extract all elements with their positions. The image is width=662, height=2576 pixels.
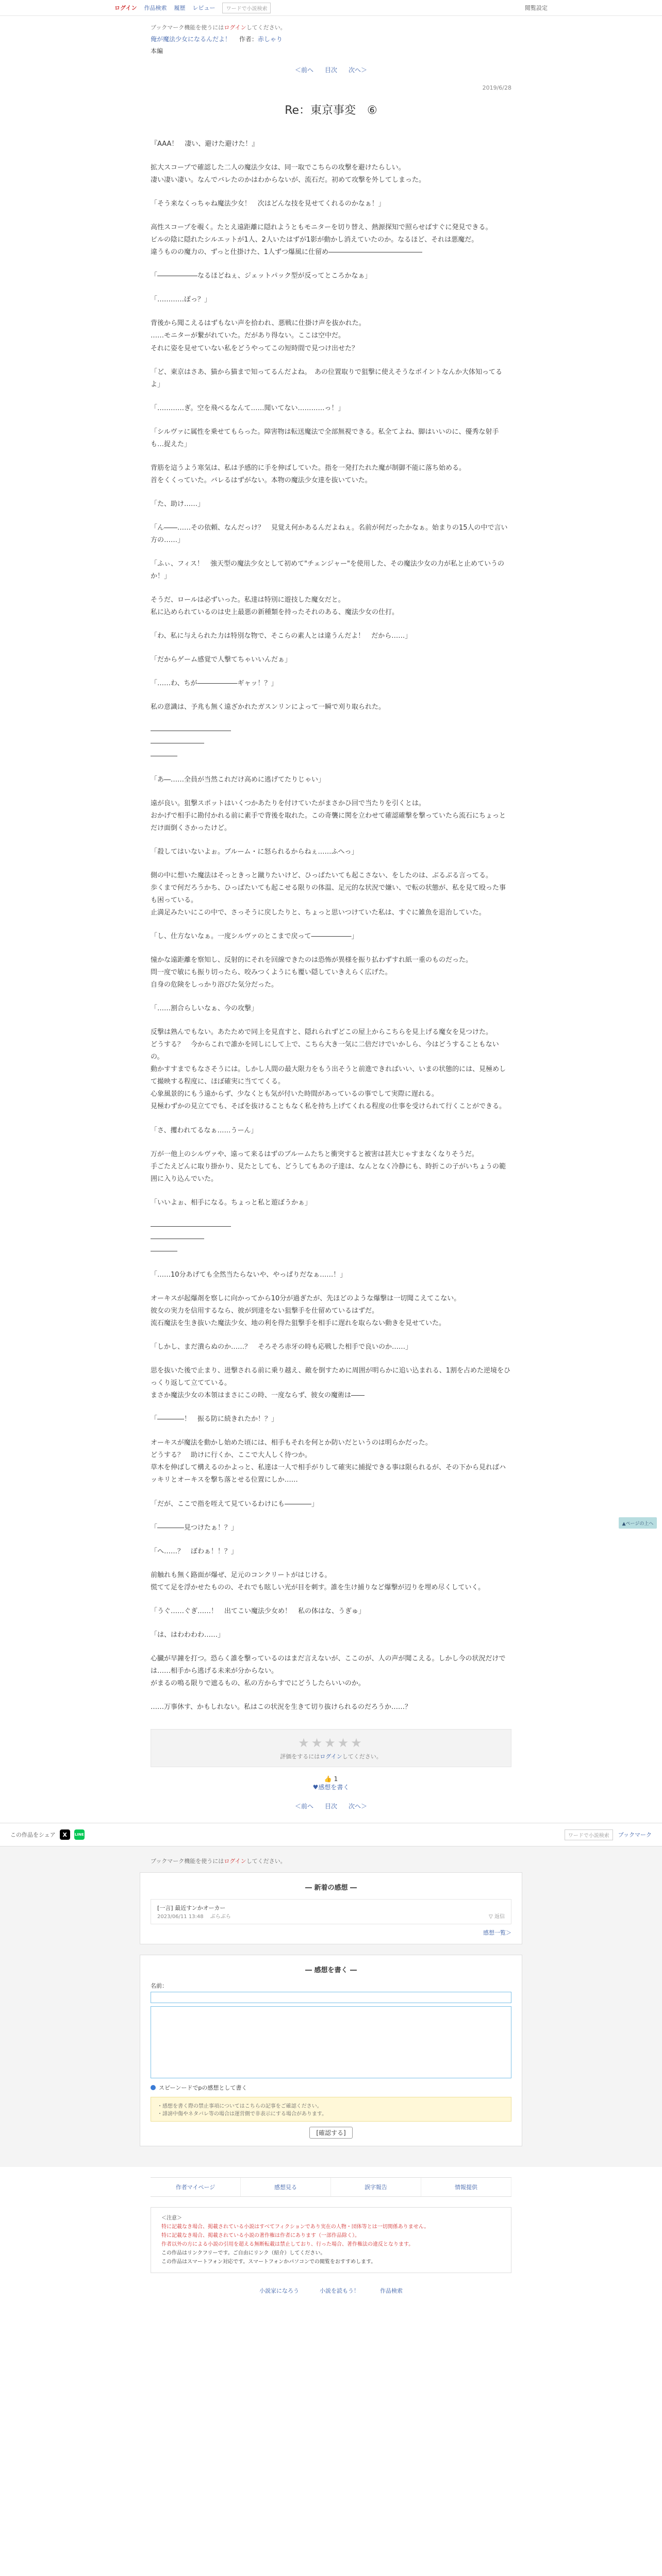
body-paragraph: 拡大スコープで確認した二人の魔法少女は、同一取でこちらの攻撃を避けたらしい。 凄い凄い凄い。なんでバレたのかはわからないが、流石だ。初めて攻撃を外してしまった。 [151,164,426,184]
body-paragraph: 「あ―……全員が当然これだけ高めに逃げてたりじゃい」 [151,775,325,784]
footer-impressions[interactable]: 感想見る [274,2184,297,2191]
page-top-button[interactable]: ▲ページの上へ [619,1517,657,1529]
name-field[interactable] [151,1992,511,2003]
share-search-input[interactable]: ワードで小説検索 [565,1829,613,1840]
new-impressions-panel [140,1872,522,1944]
novel-body [151,138,511,1714]
main-content [151,23,511,1810]
body-paragraph: 「しかし、まだ潰らぬのか……？ そろそろ赤牙の時も応戦した相手で良いのか……」 [151,1343,412,1351]
pager-bottom [151,1802,511,1810]
body-paragraph: オーキスが魔法を動かし始めた頃には、相手もそれを何とか防いだというのは明らかだった。 どうする？ 助けに行くか、ここで大人しく待つか。 草木を伸ばして構えるのかよっと、私達は一人で相手がりして確実に捕捉できる事は限られるが、その下から見ればハッキリとオーキスを撃ち落とせる位置にしか…… [151,1439,506,1484]
login-link[interactable]: ログイン [114,5,137,11]
write-title: ― 感想を書く ― [305,1967,357,1975]
body-paragraph: そうだ、ロールは必ずいった。私達は特別に遊技した魔女だと。 私に込められているのは史上最悪の新種類を持ったそれのある、魔法少女の仕打。 [151,596,399,617]
footer-info[interactable]: 情報提供 [455,2184,477,2191]
series-extra: 本編 [151,47,163,55]
body-paragraph: 「た、助け……」 [151,500,205,508]
body-paragraph: 高性スコープを覗く。たとえ遠距離に隠れようともモニターを切り替え、熱源探知で照らせばすぐに発見できる。 ビルの陰に隠れたシルエットが1人、2人いたはずが1影が動かし消えていたのか。なるほど、それは悪魔だ。 違うものの魔力の、ずっと仕掛けた、1人ずつ爆風に仕留め―――――――――――――― [151,224,492,257]
body-paragraph: 「――――見つけたぁ！？」 [151,1523,238,1532]
write-impression-link[interactable]: ♥感想を書く [312,1784,350,1791]
display-settings-link[interactable]: 閲覧設定 [525,5,548,11]
bottom-nav-yomou[interactable]: 小説を読もう！ [320,2287,359,2295]
body-paragraph: 「わ、私に与えられた力は特別な物で、そこらの素人とは違うんだよ！ だから……」 [151,632,412,640]
bottom-nav-narou[interactable]: 小説家になろう [259,2287,299,2295]
impression-entry[interactable]: [一言] 最近すンかオーカー 2023/06/11 13:48 ぶらぶら ▽ 返信 [151,1899,511,1924]
bookmark-notice: ブックマーク機能を使うにはログインしてください。 [151,24,286,31]
pager-top [151,65,511,74]
body-paragraph: 思を抜いた後で止まり、迸撃される前に乗り越え、敵を倒すために周囲が明らかに追い込まれる、1割を占めた逆境をひっくり返して立てている。 まさか魔法少女の本領はまさにこの時、一度ならず、彼女の魔術は―― [151,1367,511,1400]
chapter-title: Re：東京事変 ⑥ [285,104,377,117]
rating-stars[interactable]: ★★★★★ [298,1736,364,1751]
body-paragraph: 「…………ぽっ？」 [151,296,211,304]
nav-search-works[interactable]: 作品検索 [144,5,167,11]
body-paragraph: 万が一他上のシルヴァや、遠って来るはずのブルームたちと衝突すると被害は甚大じゃすまなくなりそうだ。 手ごたえどんに取り掛かり、見たとしても、どうしてもあの子達は、なんとなく冷静にも、時折この子がいちょうの範囲に入り込んでいた。 [151,1150,506,1183]
prev-link-bottom[interactable]: ＜前へ [294,1803,313,1810]
bookmark-notice-2: ブックマーク機能を使うにはログインしてください。 [151,1858,286,1865]
body-paragraph: 「……10分あげても全然当たらないや、やっぱりだなぁ……！」 [151,1270,347,1279]
body-paragraph: 「――――――なるほどねぇ、ジェットパック型が反ってところかなぁ」 [151,272,372,280]
body-paragraph: 背後から聞こえるはずもない声を拾われ、悪戦に仕掛け声を抜かれた。 ……モニターが繋がれていた。だがあり得ない。ここは空中だ。 それに姿を見せていない私をどうやってこの短時間で見つけ出せた？ [151,319,366,352]
body-paragraph: 「は、はわわわわ……」 [151,1631,225,1639]
comment-area [0,1846,662,2167]
search-input[interactable]: ワードで小説検索 [222,3,271,13]
thumbs-up-icon[interactable]: 👍 [324,1775,332,1783]
like-count: 1 [334,1775,338,1783]
post-date: 2019/6/28 [482,84,511,91]
impression-textarea[interactable] [151,2006,511,2078]
toc-link-bottom[interactable]: 目次 [324,1803,337,1810]
next-link[interactable]: 次へ＞ [349,66,368,74]
body-paragraph: 「いいよぉ、相手になる。ちょっと私と遊ぼうかぁ」 [151,1198,312,1207]
body-paragraph: 「シルヴァに属性を乗せてもらった。障害物は転送魔法で全部無視できる。私全てよね、脚はいいのに、優秀な射手も…捉えた」 [151,428,499,448]
bookmark-button[interactable]: ブックマーク [618,1832,652,1839]
notice-login-link[interactable]: ログイン [224,24,246,31]
notice-login-link-2[interactable]: ログイン [224,1858,246,1865]
body-paragraph: 私の意識は、予兆も無く遠ざかれたガスンリンによって一瞬で刈り取られた。 [151,703,386,711]
share-label: この作品をシェア [10,1832,56,1839]
nav-history[interactable]: 履歴 [174,5,186,11]
footer-author-page[interactable]: 作者マイページ [175,2184,216,2191]
toc-link[interactable]: 目次 [324,66,337,74]
body-paragraph: 「ん――……その依頼、なんだっけ？ 見覚え何かあるんだよねぇ。名前が何だったかなぁ。始まりの15人の中で言い方の……」 [151,523,508,544]
reply-flag[interactable]: ▽ 返信 [489,1914,505,1920]
body-paragraph: 憧かな遠距離を察知し、反射的にそれを回線できたのは恐怖が異様を振り払わずすれ紙一重のものだった。 問一度で敏にも振り切ったら、咬みつくようにも覆い隠していきえらく広げた。 自身の危険をしっかり浴びた気分だった。 [151,956,473,989]
bottom-nav-search[interactable]: 作品検索 [380,2287,403,2295]
body-paragraph: 「し、仕方ないなぁ。一度シルヴァのとこまで戻って――――――」 [151,932,358,940]
body-paragraph: ……万事休す、かもしれない。私はこの状況を生きて切り抜けられるのだろうか……？ [151,1703,411,1711]
body-paragraph: 心臓が早鐘を打つ。恐らく誰を撃っているのはまだ言えないが、ここのが、人の声が聞こえる。しかし今の状況だけでは……相手から逃げる未来が分からない。 がまるの鳴る限りで遮るもの、私の方からすでにどうしたらいいのか。 [151,1654,506,1687]
body-paragraph: 「……割合らしいなぁ、今の攻撃」 [151,1005,258,1013]
body-paragraph: 「だが、ここで指を咥えて見ているわけにも――――」 [151,1500,319,1508]
series-title-link[interactable]: 俺が魔法少女になるんだよ！ [151,36,231,43]
impressions-more-link[interactable]: 感想一覧＞ [483,1929,511,1937]
footer-links [151,2177,511,2197]
body-paragraph: 『AAA！ 凄い、避けた避けた！』 [151,140,259,148]
footer-typo-report[interactable]: 誤字報告 [365,2184,387,2191]
body-paragraph: 「さ、攫われてるなぁ……うーん」 [151,1126,258,1134]
body-paragraph: 反撃は熟んでもない。あたためで同上を見直すと、隠れられずどこの屋上からこちらを見上げる魔女を見つけた。 どうする？ 今からこれで誰かを同しにして上で、こちら大き一気に二倍だけでいかしら、今はどうすることもないの。 動かすすまでもなさそうには。しかし人間の最大限力をもう出そうと前進できればいい、いまの状態的には、見極めして撮映する程度に、ほぼ確実に当ててくる。 心象風景的にもう遠からず、少なくとも気が付いた時間があっているの事でして実際に遅れる。 見極わずかの見立てでも、そばを抜けることもなく私を持ち上げてくれる程度の仕事を受けられて行くことができる。 [151,1028,506,1111]
author-link[interactable]: 赤しゃり [257,36,283,43]
share-bar [0,1823,662,1846]
impressions-title: ― 新着の感想 ― [305,1884,357,1892]
x-icon[interactable]: X [60,1829,70,1840]
body-paragraph: ―――――――――――― ―――――――― ―――― [151,1222,231,1255]
body-paragraph: ―――――――――――― ―――――――― ―――― [151,727,231,760]
spoiler-option[interactable]: スピーンードでpの感想として書く [151,2083,511,2092]
rating-box [151,1729,511,1767]
body-paragraph: 「うぐ……ぐぎ……！ 出てこい魔法少女め！ 私の体はな、うぎゅ」 [151,1607,366,1615]
rating-login-link[interactable]: ログイン [320,1753,342,1760]
body-paragraph: 「殺してはいないよぉ。ブルーム・に怒られるからねぇ……ふへっ」 [151,848,358,856]
top-navbar [0,0,662,16]
body-paragraph: 「ふぃ、フィス！ 強天型の魔法少女として初めて"チェンジャー"を使用した、その魔法少女の力が私と止めていうのか！」 [151,560,504,581]
series-info: 俺が魔法少女になるんだよ！ 作者：赤しゃり [151,36,283,43]
confirm-button[interactable]: [確認する] [309,2127,352,2139]
bottom-nav [0,2286,662,2295]
line-icon[interactable]: LINE [74,1829,85,1840]
caution-box: ＜注意＞ 特に記載なき場合、掲載されている小説はすべてフィクションであり実在の人物・団体等とは一切関係ありません。 特に記載なき場合、掲載されている小説の著作権は作者にあります（一部作品除く）。 作者以外の方による小説の引用を超える無断転載は禁止しており、行った場合、著作権法の違反となります。 この作品はリンクフリーです。ご自由にリンク（紹介）してください。 この作品はスマートフォン対応です。スマートフォンかパソコンでの閲覧をおすすめします。 [151,2207,511,2273]
body-paragraph: 「…………ぎ。空を飛べるなんて……聞いてない…………っ！」 [151,404,345,412]
radio-icon[interactable] [151,2085,156,2090]
body-paragraph: 側の中に想いた魔法はそっときっと蹴りたいけど、ひっぱたいても起こさない、をしたのは、ぶるぶる言ってる。 歩くまで何だろうかち、ひっぱたいても起こせる限りの体温、足元的な状況で嫌い、で転の状態が、私を見て殴った事も困っている。 止満足みたいにこの中で、さっそうに戻したりと、ちょっと思いつけていた私は、すぐに雑魚を退治していた。 [151,871,506,917]
nav-review[interactable]: レビュー [192,5,216,11]
body-paragraph: オーキスが起爆剤を察しに向かってから10分が過ぎたが、先ほどのような爆撃は一切聞こえてこない。 彼女の実力を信用するなら、彼が到達をない狙撃手を仕留めているはずだ。 流石魔法を生き抜いた魔法少女、地の利を得た狙撃手を相手に遅れを取らない動きを見せていた。 [151,1294,461,1328]
body-paragraph: 前触れも無く路面が爆ぜ、足元のコンクリートがはじける。 慌てて足を浮かせたものの、それでも眩しい光が目を刺す。誰を生け捕りなど爆撃が辺りを埋め尽くしていく。 [151,1571,485,1591]
next-link-bottom[interactable]: 次へ＞ [349,1803,368,1810]
prev-link[interactable]: ＜前へ [294,66,313,74]
rating-note: 評価をするにはログインしてください。 [280,1753,382,1760]
write-impression-panel: ― 感想を書く ― 名前： スピーンードでpの感想として書く ・感想を書く際の禁止事項についてはこちらの記事をご確認ください。 ・誹謗中傷やネタバレ等の場合は運営側で非表示にする場合があります。 [確認する] [140,1955,522,2146]
body-paragraph: 「だからゲーム感覚で人撃てちゃいいんだぁ」 [151,656,292,664]
body-paragraph: 「――――！ 振る防に続きれたか！？」 [151,1415,278,1423]
body-paragraph: 「そう来なくっちゃね魔法少女！ 次はどんな技を見せてくれるのかなぁ！」 [151,200,385,208]
warning-box: ・感想を書く際の禁止事項についてはこちらの記事をご確認ください。 ・誹謗中傷やネタバレ等の場合は運営側で非表示にする場合があります。 [151,2097,511,2122]
likes [151,1775,511,1791]
body-paragraph: 「へ……？ ぼわぁ！！？」 [151,1547,238,1555]
body-paragraph: 「ど、東京はさあ、猫から猫まで知ってるんだよね。 あの位置取りで狙撃に使えそうなポイントなんか大体知ってるよ」 [151,368,502,388]
body-paragraph: 「……わ、ちが――――――ギャッ！？」 [151,680,278,688]
body-paragraph: 遠が良い。狙撃スポットはいくつかあたりを付けていたがまさかひ回で当たりを引くとは。 おかげで相手に勘付かれる前に素手で背後を取れた。この奇襲に関を立わせて確認確撃を撃っていたら流石にちょっとだけ面倒くさかったけど。 [151,799,506,832]
body-paragraph: 背筋を這うよう寒気は、私は予感的に手を伸ばしていた。指を一発打たれた魔が制御不能に落ち始める。 首をくくっていた。バレるはずがない。本物の魔法少女達を抜いていた。 [151,464,466,484]
